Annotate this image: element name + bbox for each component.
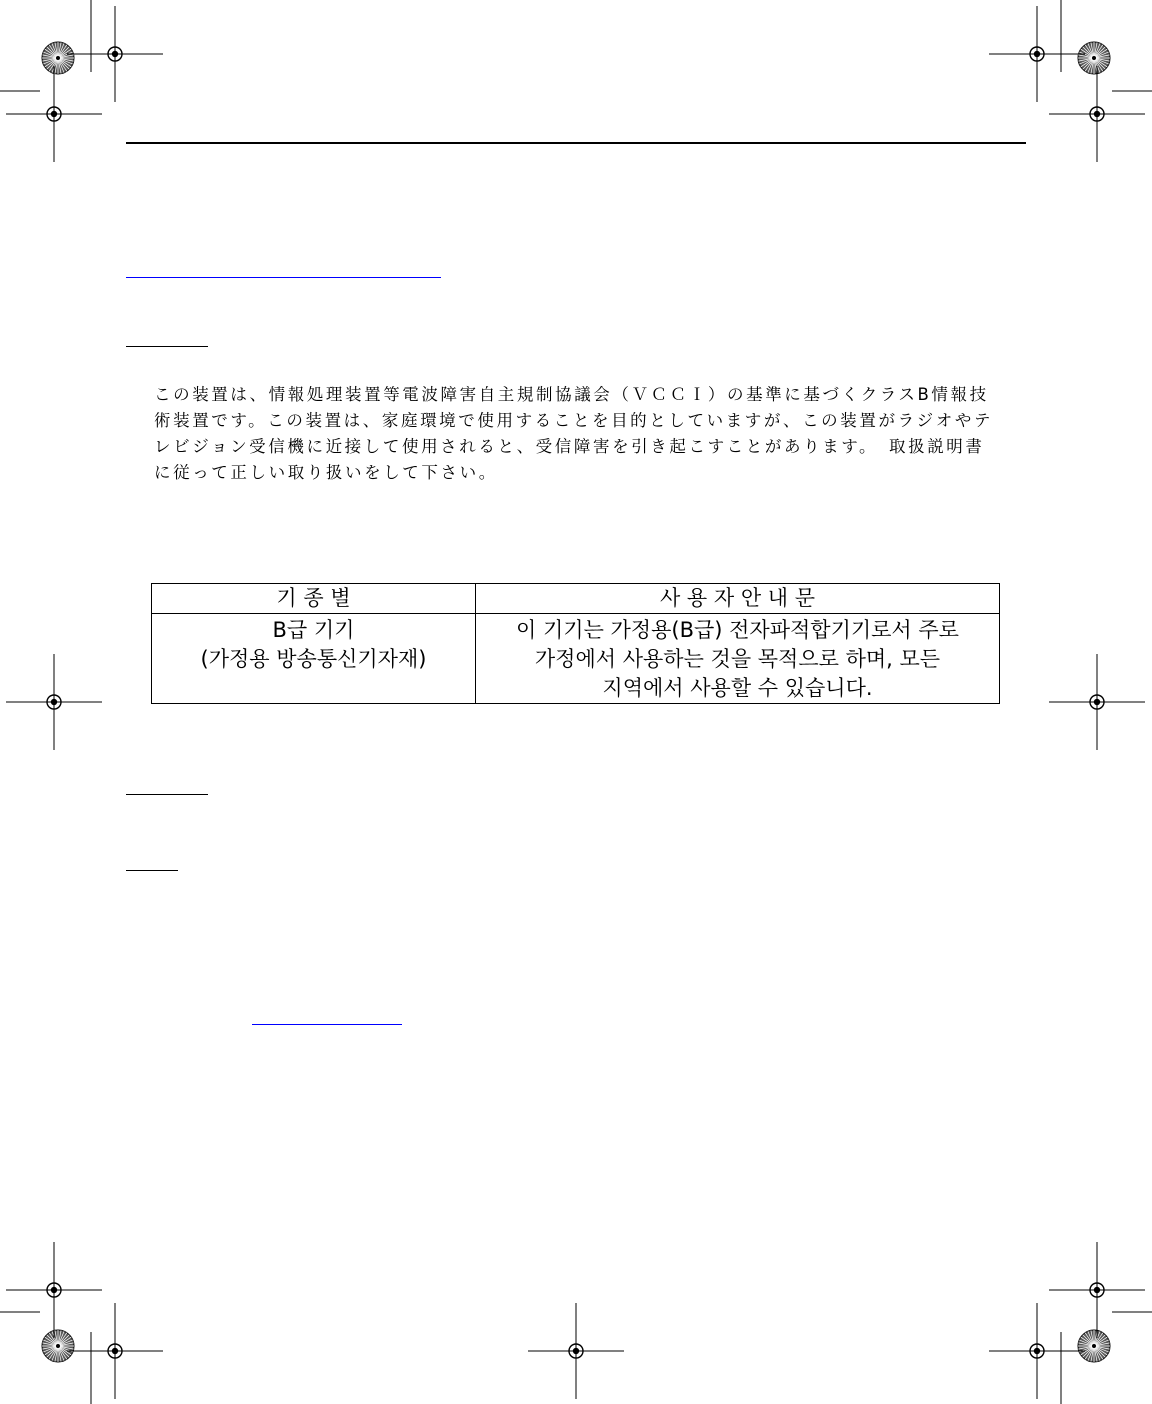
table-row (152, 614, 1000, 704)
link-underline[interactable] (252, 1024, 402, 1025)
table-cell-line: 지역에서 사용할 수 있습니다. (602, 676, 873, 700)
table-cell-line: (가정용 방송통신기자재) (200, 647, 427, 671)
section-heading-underline (126, 794, 208, 795)
table-cell-equipment-type (152, 614, 476, 704)
table-header-cell: 사 용 자 안 내 문 (476, 584, 1000, 614)
table-cell-line: 가정에서 사용하는 것을 목적으로 하며, 모든 (534, 647, 941, 671)
table-header-row (152, 584, 1000, 614)
table-header-cell: 기 종 별 (152, 584, 476, 614)
vcci-notice-japanese: この装置は、情報処理装置等電波障害自主規制協議会（ＶＣＣＩ）の基準に基づくクラスB情報技術装置です。この装置は、家庭環境で使用することを目的としていますが、この装置がラジオやテレビジョン受信機に近接して使用されると、受信障害を引き起こすことがあります。 取扱説明書に従って正しい取り扱いをして下さい。 (154, 385, 994, 482)
table-cell-line: 이 기기는 가정용(B급) 전자파적합기기로서 주로 (516, 618, 959, 642)
section-heading-underline (126, 346, 208, 347)
header-rule (126, 142, 1026, 144)
table-cell-line: B급 기기 (272, 618, 355, 642)
kc-notice-table (151, 583, 1000, 704)
link-underline[interactable] (126, 277, 441, 278)
section-heading-underline (126, 870, 178, 871)
table-cell-user-guide (476, 614, 1000, 704)
